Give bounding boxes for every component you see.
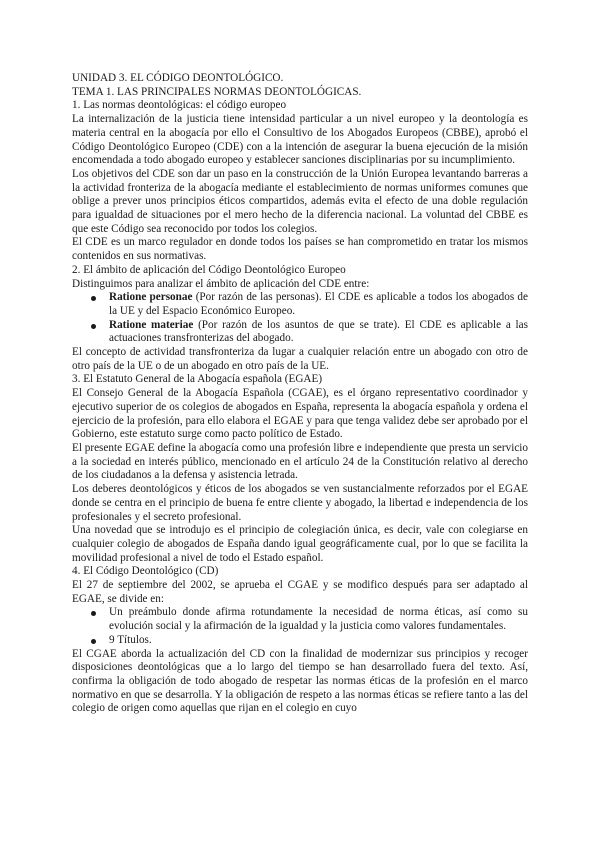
section-2-bullet-list (72, 291, 528, 346)
section-1-paragraph: El CDE es un marco regulador en donde todos los países se han comprometido en tratar los mismos contenidos en sus normativas. (72, 236, 528, 263)
list-item: Un preámbulo donde afirma rotundamente la necesidad de norma éticas, así como su evolución social y la afirmación de la igualdad y la justicia como valores fundamentales. (72, 606, 528, 633)
section-3-paragraph: El Consejo General de la Abogacía Española (CGAE), es el órgano representativo coordinador y ejecutivo superior de os colegios de abogados en España, representa la abogacía española y ordena el ejercicio de la profesión, para ello elabora el EGAE y para que tenga validez debe ser aprobado por el Gobierno, este estatuto surge como pacto político de Estado. (72, 387, 528, 441)
section-3-paragraph: El presente EGAE define la abogacía como una profesión libre e independiente que presta un servicio a la sociedad en interés público, mencionado en el artículo 24 de la Constitución relativo al derecho de los ciudadanos a la defensa y asistencia letrada. (72, 441, 528, 482)
unit-title: UNIDAD 3. EL CÓDIGO DEONTOLÓGICO. (72, 72, 284, 84)
bullet-text: (Por razón de los asuntos de que se trate). El CDE es aplicable a las actuaciones transfronterizas del abogado. (109, 318, 528, 345)
section-4-paragraph: El CGAE aborda la actualización del CD con la finalidad de modernizar sus principios y recoger disposiciones deontológicas que a lo largo del tiempo se han desarrollado fuera del texto. Así, confirma la obligación de todo abogado de respetar las normas éticas de la profesión en el marco normativo en que se desarrolla. Y la obligación de respeto a las normas éticas se refiere tanto a las del colegio de origen como aquellas que rijan en el colegio en cuyo (72, 647, 528, 715)
section-1-heading: 1. Las normas deontológicas: el código europeo (72, 99, 287, 112)
bullet-text: (Por razón de las personas). El CDE es aplicable a todos los abogados de la UE y del Espacio Económico Europeo. (109, 291, 528, 317)
bullet-term: Ratione personae (109, 291, 193, 304)
section-1-paragraph: Los objetivos del CDE son dar un paso en la construcción de la Unión Europea levantando barreras a la actividad fronteriza de la abogacía mediante el establecimiento de normas uniformes comunes que oblige a prever unos principios éticos compartidos, además evita el efecto de una doble regulación para igualdad de situaciones por el mero hecho de la diferencia nacional. La voluntad del CBBE es que este Código sea reconocido por todos los colegios. (72, 167, 528, 235)
section-2-paragraph: El concepto de actividad transfronteriza da lugar a cualquier relación entre un abogado con otro de otro país de la UE o de un abogado en otro país de la UE. (72, 346, 528, 372)
section-4-bullet-list (72, 606, 528, 647)
document-page (72, 72, 528, 716)
bullet-term: Ratione materiae (109, 318, 194, 331)
section-3-heading: 3. El Estatuto General de la Abogacía española (EGAE) (72, 373, 323, 386)
list-item: 9 Títulos. (72, 634, 528, 648)
section-1-paragraph: La internalización de la justicia tiene intensidad particular a un nivel europeo y la deontología es materia central en la abogacía por ello el Consultivo de los Abogados Europeos (CBBE), aprobó el Código Deontológico Europeo (CDE) con a la intención de asegurar la buena ejecución de la misión encomendada a todo abogado europeo y establecer sanciones disciplinarias por su incumplimiento. (72, 113, 528, 167)
topic-title: TEMA 1. LAS PRINCIPALES NORMAS DEONTOLÓGICAS. (72, 85, 362, 98)
section-3-paragraph: Una novedad que se introdujo es el principio de colegiación única, es decir, vale con colegiarse en cualquier colegio de abogados de España dando igual geográficamente cual, por lo que se facilita la movilidad profesional a nivel de todo el Estado español. (72, 524, 528, 564)
list-item (72, 291, 528, 318)
list-item (72, 319, 528, 346)
section-4-paragraph: El 27 de septiembre del 2002, se aprueba el CGAE y se modifico después para ser adaptado al EGAE, se divide en: (72, 579, 528, 605)
section-2-intro: Distinguimos para analizar el ámbito de aplicación del CDE entre: (72, 277, 370, 290)
section-4-heading: 4. El Código Deontológico (CD) (72, 565, 219, 578)
section-3-paragraph: Los deberes deontológicos y éticos de los abogados se ven sustancialmente reforzados por el EGAE donde se centra en el principio de buena fe entre cliente y abogado, la libertad e independencia de los profesionales y el secreto profesional. (72, 483, 528, 523)
section-2-heading: 2. El ámbito de aplicación del Código Deontológico Europeo (72, 263, 346, 276)
